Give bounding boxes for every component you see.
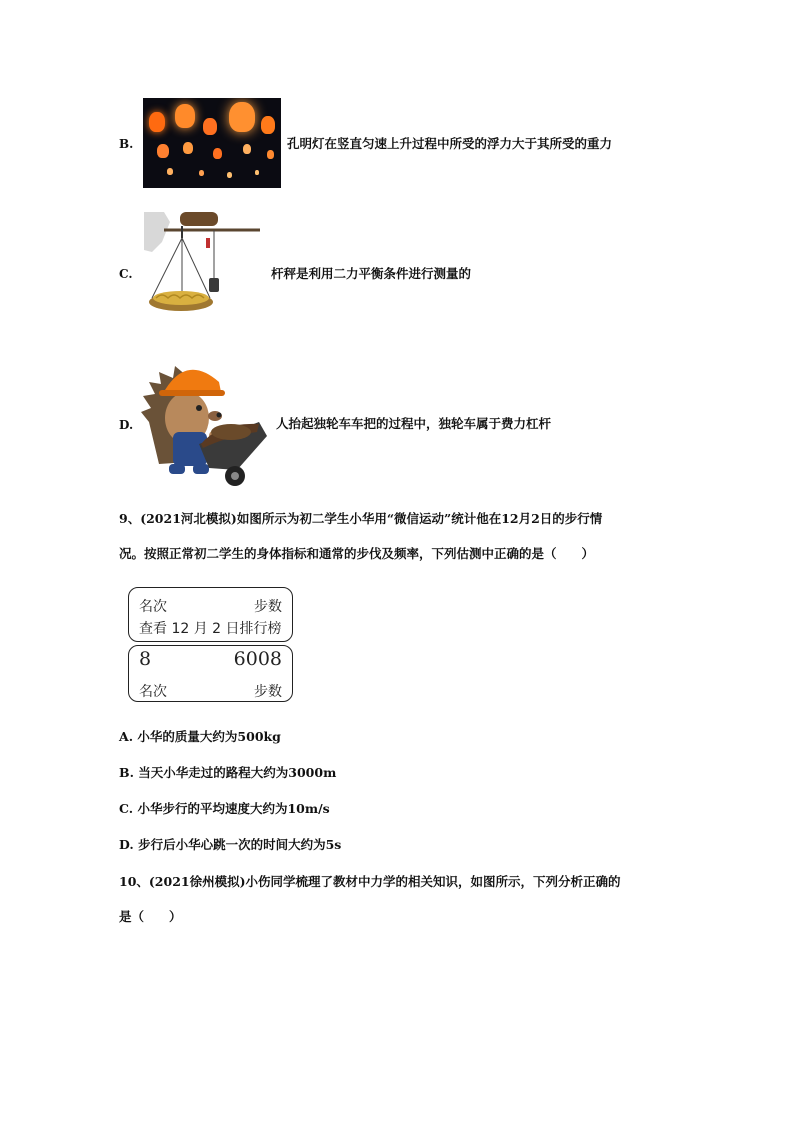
question-9-option-d	[119, 837, 341, 853]
option-c-text: 杆秤是利用二力平衡条件进行测量的	[271, 266, 472, 281]
steps-value: 6008	[233, 648, 282, 670]
option-b-text: 孔明灯在竖直匀速上升过程中所受的浮力大于其所受的重力	[287, 136, 613, 151]
question-10-stem-line-2: 是（ ）	[119, 909, 182, 924]
question-9-option-a	[119, 729, 281, 745]
option-label: C.	[119, 801, 134, 816]
rank-label: 名次	[139, 684, 167, 700]
option-c-label: C.	[119, 267, 133, 281]
question-9-option-b	[119, 765, 336, 781]
option-d-text: 人抬起独轮车车把的过程中，独轮车属于费力杠杆	[276, 416, 552, 431]
steps-column-label: 步数	[254, 599, 282, 615]
view-ranking-link[interactable]: 查看 12 月 2 日排行榜	[139, 621, 282, 637]
option-label: D.	[119, 837, 134, 852]
option-label: A.	[119, 729, 134, 744]
option-text: 当天小华走过的路程大约为3000m	[138, 765, 337, 780]
steelyard-image	[144, 212, 262, 328]
option-text: 步行后小华心跳一次的时间大约为5s	[138, 837, 342, 852]
question-9-stem-line-1: 9、(2021河北模拟)如图所示为初二学生小华用“微信运动”统计他在12月2日的步行情	[119, 511, 603, 526]
question-9-option-c	[119, 801, 330, 817]
rank-column-label: 名次	[139, 599, 167, 615]
question-9-stem-line-2: 况。按照正常初二学生的身体指标和通常的步伐及频率，下列估测中正确的是（ ）	[119, 546, 595, 561]
option-text: 小华的质量大约为500kg	[137, 729, 281, 744]
sky-lanterns-image	[143, 98, 281, 188]
question-10-stem-line-1: 10、(2021徐州模拟)小伤同学梳理了教材中力学的相关知识，如图所示，下列分析正确的	[119, 874, 621, 889]
rank-value: 8	[139, 648, 152, 670]
option-label: B.	[119, 765, 134, 780]
hedgehog-wheelbarrow-image	[139, 352, 273, 490]
option-d-label: D.	[119, 418, 134, 432]
steps-label: 步数	[254, 684, 282, 700]
option-text: 小华步行的平均速度大约为10m/s	[137, 801, 330, 816]
my-ranking-panel	[128, 645, 293, 702]
ranking-header-panel[interactable]	[128, 587, 293, 642]
option-b-label: B.	[119, 137, 134, 151]
